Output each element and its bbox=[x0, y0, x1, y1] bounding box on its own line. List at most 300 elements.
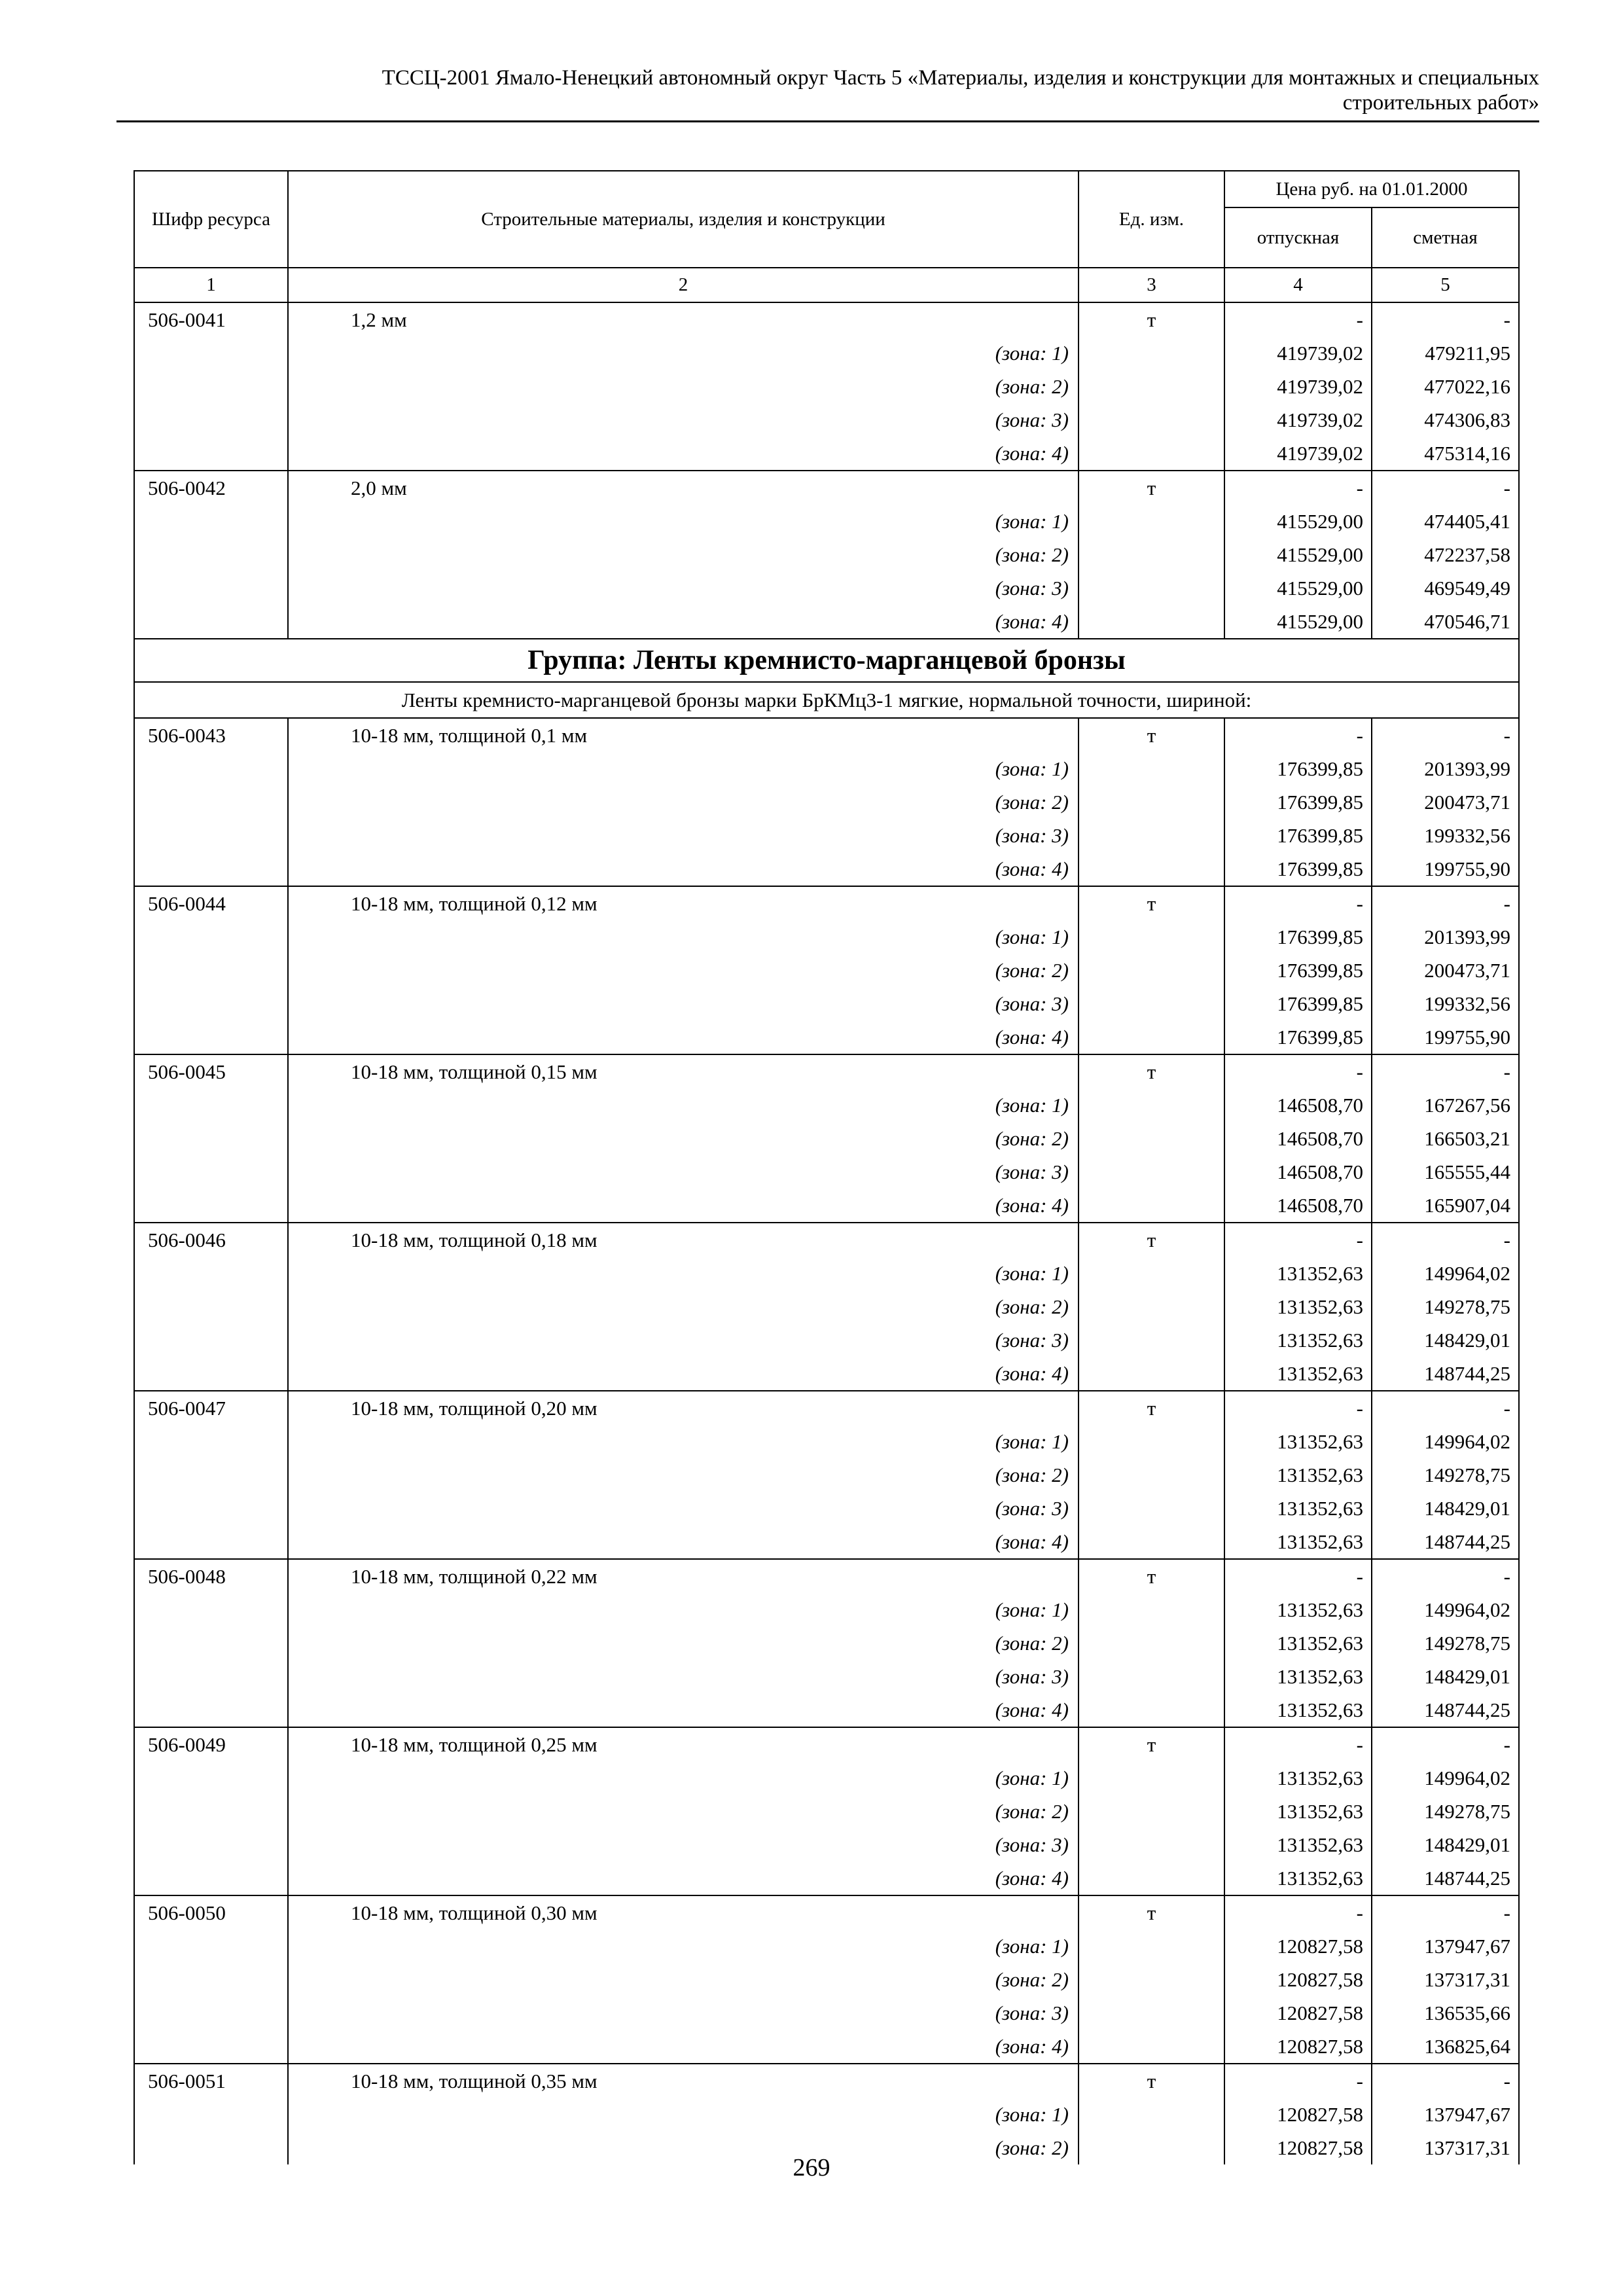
resource-entry bbox=[134, 1727, 1519, 1895]
resource-name: 10-18 мм, толщиной 0,15 мм bbox=[288, 1054, 1079, 1088]
zone-estimate-price: 148429,01 bbox=[1372, 1323, 1519, 1357]
zone-code-empty bbox=[134, 1257, 288, 1290]
zone-release-price: 146508,70 bbox=[1224, 1088, 1372, 1122]
zone-row bbox=[134, 920, 1519, 954]
zone-label: (зона: 2) bbox=[288, 1626, 1079, 1660]
release-price: - bbox=[1224, 302, 1372, 336]
zone-row bbox=[134, 1155, 1519, 1189]
zone-code-empty bbox=[134, 370, 288, 403]
resource-code: 506-0048 bbox=[134, 1559, 288, 1593]
zone-unit-empty bbox=[1079, 370, 1224, 403]
zone-estimate-price: 148744,25 bbox=[1372, 1357, 1519, 1391]
zone-estimate-price: 199755,90 bbox=[1372, 1020, 1519, 1054]
zone-code-empty bbox=[134, 2030, 288, 2064]
resource-unit: т bbox=[1079, 1727, 1224, 1761]
zone-release-price: 176399,85 bbox=[1224, 852, 1372, 886]
zone-estimate-price: 200473,71 bbox=[1372, 785, 1519, 819]
zone-estimate-price: 136825,64 bbox=[1372, 2030, 1519, 2064]
zone-unit-empty bbox=[1079, 1593, 1224, 1626]
zone-estimate-price: 199332,56 bbox=[1372, 987, 1519, 1020]
zone-unit-empty bbox=[1079, 1189, 1224, 1223]
zone-estimate-price: 201393,99 bbox=[1372, 920, 1519, 954]
zone-row bbox=[134, 1861, 1519, 1895]
zone-row bbox=[134, 370, 1519, 403]
zone-code-empty bbox=[134, 1996, 288, 2030]
resource-unit: т bbox=[1079, 1223, 1224, 1257]
zone-code-empty bbox=[134, 1323, 288, 1357]
zone-label: (зона: 4) bbox=[288, 1189, 1079, 1223]
resource-name: 10-18 мм, толщиной 0,1 мм bbox=[288, 718, 1079, 752]
zone-release-price: 131352,63 bbox=[1224, 1861, 1372, 1895]
zone-label: (зона: 3) bbox=[288, 1323, 1079, 1357]
group-subtitle: Ленты кремнисто-марганцевой бронзы марки БрКМц3-1 мягкие, нормальной точности, шириной: bbox=[134, 682, 1519, 718]
resource-name: 2,0 мм bbox=[288, 471, 1079, 505]
zone-estimate-price: 137947,67 bbox=[1372, 2098, 1519, 2131]
zone-row bbox=[134, 437, 1519, 471]
zone-row bbox=[134, 1122, 1519, 1155]
column-number: 4 bbox=[1224, 268, 1372, 302]
zone-row bbox=[134, 336, 1519, 370]
zone-release-price: 131352,63 bbox=[1224, 1290, 1372, 1323]
estimate-price: - bbox=[1372, 886, 1519, 920]
zone-estimate-price: 199755,90 bbox=[1372, 852, 1519, 886]
zone-code-empty bbox=[134, 1122, 288, 1155]
zone-code-empty bbox=[134, 1155, 288, 1189]
resource-entry bbox=[134, 1054, 1519, 1223]
resource-unit: т bbox=[1079, 718, 1224, 752]
zone-label: (зона: 1) bbox=[288, 752, 1079, 785]
zone-label: (зона: 3) bbox=[288, 1828, 1079, 1861]
zone-label: (зона: 4) bbox=[288, 1693, 1079, 1727]
zone-code-empty bbox=[134, 336, 288, 370]
zone-estimate-price: 201393,99 bbox=[1372, 752, 1519, 785]
zone-row bbox=[134, 1996, 1519, 2030]
table-row bbox=[134, 886, 1519, 920]
zone-unit-empty bbox=[1079, 1828, 1224, 1861]
column-number: 3 bbox=[1079, 268, 1224, 302]
resource-name: 10-18 мм, толщиной 0,22 мм bbox=[288, 1559, 1079, 1593]
zone-label: (зона: 1) bbox=[288, 1257, 1079, 1290]
zone-code-empty bbox=[134, 819, 288, 852]
release-price: - bbox=[1224, 1559, 1372, 1593]
zone-code-empty bbox=[134, 1660, 288, 1693]
zone-label: (зона: 3) bbox=[288, 571, 1079, 605]
release-price: - bbox=[1224, 1391, 1372, 1425]
zone-row bbox=[134, 1828, 1519, 1861]
zone-estimate-price: 165555,44 bbox=[1372, 1155, 1519, 1189]
header-title-line2: строительных работ» bbox=[1342, 91, 1539, 115]
zone-row bbox=[134, 1660, 1519, 1693]
zone-release-price: 131352,63 bbox=[1224, 1257, 1372, 1290]
zone-estimate-price: 148429,01 bbox=[1372, 1660, 1519, 1693]
zone-code-empty bbox=[134, 1761, 288, 1795]
zone-unit-empty bbox=[1079, 819, 1224, 852]
zone-release-price: 131352,63 bbox=[1224, 1795, 1372, 1828]
zone-row bbox=[134, 1458, 1519, 1492]
zone-unit-empty bbox=[1079, 954, 1224, 987]
zone-row bbox=[134, 1088, 1519, 1122]
resource-entry bbox=[134, 1559, 1519, 1727]
zone-label: (зона: 2) bbox=[288, 785, 1079, 819]
zone-estimate-price: 475314,16 bbox=[1372, 437, 1519, 471]
release-price: - bbox=[1224, 886, 1372, 920]
zone-label: (зона: 1) bbox=[288, 1425, 1079, 1458]
zone-estimate-price: 200473,71 bbox=[1372, 954, 1519, 987]
zone-estimate-price: 167267,56 bbox=[1372, 1088, 1519, 1122]
zone-release-price: 415529,00 bbox=[1224, 571, 1372, 605]
zone-label: (зона: 4) bbox=[288, 605, 1079, 639]
resource-name: 1,2 мм bbox=[288, 302, 1079, 336]
zone-code-empty bbox=[134, 1693, 288, 1727]
zone-estimate-price: 149278,75 bbox=[1372, 1795, 1519, 1828]
zone-release-price: 131352,63 bbox=[1224, 1828, 1372, 1861]
resource-name: 10-18 мм, толщиной 0,12 мм bbox=[288, 886, 1079, 920]
zone-estimate-price: 149964,02 bbox=[1372, 1257, 1519, 1290]
zone-row bbox=[134, 2030, 1519, 2064]
zone-unit-empty bbox=[1079, 1929, 1224, 1963]
zone-unit-empty bbox=[1079, 505, 1224, 538]
zone-row bbox=[134, 1626, 1519, 1660]
zone-release-price: 176399,85 bbox=[1224, 752, 1372, 785]
resource-code: 506-0045 bbox=[134, 1054, 288, 1088]
resource-unit: т bbox=[1079, 1391, 1224, 1425]
zone-unit-empty bbox=[1079, 852, 1224, 886]
zone-estimate-price: 149278,75 bbox=[1372, 1458, 1519, 1492]
zone-code-empty bbox=[134, 571, 288, 605]
zone-release-price: 120827,58 bbox=[1224, 2131, 1372, 2164]
zone-release-price: 131352,63 bbox=[1224, 1357, 1372, 1391]
zone-release-price: 176399,85 bbox=[1224, 954, 1372, 987]
zone-code-empty bbox=[134, 1963, 288, 1996]
zone-code-empty bbox=[134, 505, 288, 538]
resource-code: 506-0041 bbox=[134, 302, 288, 336]
release-price: - bbox=[1224, 471, 1372, 505]
zone-unit-empty bbox=[1079, 1693, 1224, 1727]
group-title: Группа: Ленты кремнисто-марганцевой бронзы bbox=[134, 639, 1519, 682]
release-price: - bbox=[1224, 1223, 1372, 1257]
estimate-price: - bbox=[1372, 2064, 1519, 2098]
table-row bbox=[134, 1391, 1519, 1425]
zone-row bbox=[134, 752, 1519, 785]
zone-code-empty bbox=[134, 2098, 288, 2131]
resource-entry bbox=[134, 302, 1519, 471]
zone-label: (зона: 1) bbox=[288, 505, 1079, 538]
zone-row bbox=[134, 1020, 1519, 1054]
table-row bbox=[134, 2064, 1519, 2098]
column-number: 5 bbox=[1372, 268, 1519, 302]
column-number-row bbox=[134, 268, 1519, 302]
zone-estimate-price: 148744,25 bbox=[1372, 1861, 1519, 1895]
zone-row bbox=[134, 987, 1519, 1020]
zone-release-price: 120827,58 bbox=[1224, 2098, 1372, 2131]
zone-label: (зона: 4) bbox=[288, 852, 1079, 886]
resource-entry bbox=[134, 886, 1519, 1054]
resource-code: 506-0043 bbox=[134, 718, 288, 752]
zone-unit-empty bbox=[1079, 1122, 1224, 1155]
zone-release-price: 131352,63 bbox=[1224, 1492, 1372, 1525]
resource-name: 10-18 мм, толщиной 0,35 мм bbox=[288, 2064, 1079, 2098]
zone-unit-empty bbox=[1079, 1357, 1224, 1391]
zone-unit-empty bbox=[1079, 1458, 1224, 1492]
zone-unit-empty bbox=[1079, 1626, 1224, 1660]
zone-unit-empty bbox=[1079, 336, 1224, 370]
zone-unit-empty bbox=[1079, 920, 1224, 954]
zone-row bbox=[134, 403, 1519, 437]
zone-estimate-price: 166503,21 bbox=[1372, 1122, 1519, 1155]
resource-code: 506-0049 bbox=[134, 1727, 288, 1761]
zone-unit-empty bbox=[1079, 538, 1224, 571]
zone-release-price: 176399,85 bbox=[1224, 785, 1372, 819]
header-name: Строительные материалы, изделия и конструкции bbox=[288, 171, 1079, 268]
zone-unit-empty bbox=[1079, 1020, 1224, 1054]
table-row bbox=[134, 302, 1519, 336]
zone-code-empty bbox=[134, 403, 288, 437]
zone-code-empty bbox=[134, 852, 288, 886]
release-price: - bbox=[1224, 1054, 1372, 1088]
zone-code-empty bbox=[134, 1357, 288, 1391]
zone-label: (зона: 1) bbox=[288, 2098, 1079, 2131]
zone-unit-empty bbox=[1079, 571, 1224, 605]
zone-label: (зона: 4) bbox=[288, 2030, 1079, 2064]
zone-label: (зона: 2) bbox=[288, 1963, 1079, 1996]
zone-row bbox=[134, 538, 1519, 571]
zone-estimate-price: 148744,25 bbox=[1372, 1525, 1519, 1559]
zone-code-empty bbox=[134, 1626, 288, 1660]
zone-unit-empty bbox=[1079, 605, 1224, 639]
zone-row bbox=[134, 1929, 1519, 1963]
zone-label: (зона: 2) bbox=[288, 1290, 1079, 1323]
price-table bbox=[134, 170, 1520, 2164]
release-price: - bbox=[1224, 718, 1372, 752]
zone-release-price: 415529,00 bbox=[1224, 605, 1372, 639]
zone-row bbox=[134, 1492, 1519, 1525]
zone-code-empty bbox=[134, 1861, 288, 1895]
zone-estimate-price: 148429,01 bbox=[1372, 1492, 1519, 1525]
zone-estimate-price: 165907,04 bbox=[1372, 1189, 1519, 1223]
zone-row bbox=[134, 1323, 1519, 1357]
header-code: Шифр ресурса bbox=[134, 171, 288, 268]
zone-release-price: 415529,00 bbox=[1224, 505, 1372, 538]
zone-estimate-price: 149964,02 bbox=[1372, 1761, 1519, 1795]
resource-unit: т bbox=[1079, 1054, 1224, 1088]
table-row bbox=[134, 1727, 1519, 1761]
zone-unit-empty bbox=[1079, 1525, 1224, 1559]
zone-unit-empty bbox=[1079, 2098, 1224, 2131]
zone-release-price: 131352,63 bbox=[1224, 1425, 1372, 1458]
resource-name: 10-18 мм, толщиной 0,25 мм bbox=[288, 1727, 1079, 1761]
zone-row bbox=[134, 1693, 1519, 1727]
zone-label: (зона: 4) bbox=[288, 1525, 1079, 1559]
zone-code-empty bbox=[134, 437, 288, 471]
estimate-price: - bbox=[1372, 718, 1519, 752]
zone-estimate-price: 199332,56 bbox=[1372, 819, 1519, 852]
zone-estimate-price: 149964,02 bbox=[1372, 1425, 1519, 1458]
zone-row bbox=[134, 954, 1519, 987]
zone-estimate-price: 149964,02 bbox=[1372, 1593, 1519, 1626]
zone-label: (зона: 3) bbox=[288, 987, 1079, 1020]
zone-unit-empty bbox=[1079, 1963, 1224, 1996]
page-number: 269 bbox=[793, 2154, 830, 2181]
table-row bbox=[134, 1895, 1519, 1929]
resource-entry bbox=[134, 2064, 1519, 2164]
zone-label: (зона: 3) bbox=[288, 403, 1079, 437]
zone-row bbox=[134, 2098, 1519, 2131]
resource-code: 506-0051 bbox=[134, 2064, 288, 2098]
zone-label: (зона: 2) bbox=[288, 538, 1079, 571]
zone-row bbox=[134, 1593, 1519, 1626]
zone-code-empty bbox=[134, 605, 288, 639]
table-header bbox=[134, 171, 1519, 302]
zone-estimate-price: 474405,41 bbox=[1372, 505, 1519, 538]
zone-estimate-price: 137317,31 bbox=[1372, 2131, 1519, 2164]
zone-release-price: 176399,85 bbox=[1224, 987, 1372, 1020]
resource-code: 506-0044 bbox=[134, 886, 288, 920]
zone-code-empty bbox=[134, 785, 288, 819]
resource-entry bbox=[134, 1895, 1519, 2064]
estimate-price: - bbox=[1372, 1559, 1519, 1593]
resource-unit: т bbox=[1079, 2064, 1224, 2098]
zone-unit-empty bbox=[1079, 752, 1224, 785]
zone-code-empty bbox=[134, 752, 288, 785]
resource-unit: т bbox=[1079, 1895, 1224, 1929]
zone-row bbox=[134, 819, 1519, 852]
zone-row bbox=[134, 1425, 1519, 1458]
zone-release-price: 120827,58 bbox=[1224, 1996, 1372, 2030]
zone-release-price: 131352,63 bbox=[1224, 1626, 1372, 1660]
zone-estimate-price: 137317,31 bbox=[1372, 1963, 1519, 1996]
zone-code-empty bbox=[134, 987, 288, 1020]
zone-label: (зона: 2) bbox=[288, 1458, 1079, 1492]
zone-label: (зона: 4) bbox=[288, 1020, 1079, 1054]
zone-unit-empty bbox=[1079, 1660, 1224, 1693]
zone-release-price: 131352,63 bbox=[1224, 1761, 1372, 1795]
zone-estimate-price: 470546,71 bbox=[1372, 605, 1519, 639]
header-unit: Ед. изм. bbox=[1079, 171, 1224, 268]
zone-unit-empty bbox=[1079, 1492, 1224, 1525]
zone-label: (зона: 3) bbox=[288, 1996, 1079, 2030]
resource-unit: т bbox=[1079, 471, 1224, 505]
zone-release-price: 146508,70 bbox=[1224, 1189, 1372, 1223]
zone-label: (зона: 3) bbox=[288, 819, 1079, 852]
resource-code: 506-0047 bbox=[134, 1391, 288, 1425]
zone-unit-empty bbox=[1079, 1761, 1224, 1795]
zone-row bbox=[134, 571, 1519, 605]
zone-label: (зона: 4) bbox=[288, 1357, 1079, 1391]
zone-unit-empty bbox=[1079, 437, 1224, 471]
resource-entry bbox=[134, 718, 1519, 886]
zone-label: (зона: 2) bbox=[288, 370, 1079, 403]
resource-name: 10-18 мм, толщиной 0,20 мм bbox=[288, 1391, 1079, 1425]
zone-estimate-price: 479211,95 bbox=[1372, 336, 1519, 370]
zone-release-price: 176399,85 bbox=[1224, 819, 1372, 852]
release-price: - bbox=[1224, 2064, 1372, 2098]
page-header bbox=[116, 65, 1539, 115]
zone-label: (зона: 3) bbox=[288, 1155, 1079, 1189]
zone-release-price: 415529,00 bbox=[1224, 538, 1372, 571]
zone-row bbox=[134, 1795, 1519, 1828]
zone-release-price: 131352,63 bbox=[1224, 1323, 1372, 1357]
zone-code-empty bbox=[134, 1189, 288, 1223]
zone-unit-empty bbox=[1079, 1257, 1224, 1290]
estimate-price: - bbox=[1372, 1223, 1519, 1257]
header-estimate: сметная bbox=[1372, 207, 1519, 268]
zone-row bbox=[134, 1357, 1519, 1391]
zone-label: (зона: 1) bbox=[288, 1088, 1079, 1122]
estimate-price: - bbox=[1372, 1054, 1519, 1088]
zone-row bbox=[134, 1761, 1519, 1795]
zone-label: (зона: 2) bbox=[288, 1795, 1079, 1828]
zone-label: (зона: 1) bbox=[288, 336, 1079, 370]
header-title-line1: ТССЦ-2001 Ямало-Ненецкий автономный округ Часть 5 «Материалы, изделия и конструкции для монтажных и специальных bbox=[382, 66, 1539, 90]
zone-code-empty bbox=[134, 1425, 288, 1458]
header-divider bbox=[116, 120, 1539, 122]
table-row bbox=[134, 718, 1519, 752]
resource-code: 506-0046 bbox=[134, 1223, 288, 1257]
zone-label: (зона: 1) bbox=[288, 1593, 1079, 1626]
zone-row bbox=[134, 785, 1519, 819]
zone-unit-empty bbox=[1079, 1290, 1224, 1323]
zone-code-empty bbox=[134, 1593, 288, 1626]
zone-release-price: 120827,58 bbox=[1224, 2030, 1372, 2064]
zone-unit-empty bbox=[1079, 1861, 1224, 1895]
zone-label: (зона: 1) bbox=[288, 1761, 1079, 1795]
zone-release-price: 131352,63 bbox=[1224, 1458, 1372, 1492]
zone-code-empty bbox=[134, 954, 288, 987]
zone-code-empty bbox=[134, 1458, 288, 1492]
table-row bbox=[134, 1559, 1519, 1593]
release-price: - bbox=[1224, 1895, 1372, 1929]
resource-entry bbox=[134, 1223, 1519, 1391]
zone-unit-empty bbox=[1079, 987, 1224, 1020]
resource-unit: т bbox=[1079, 1559, 1224, 1593]
zone-code-empty bbox=[134, 1088, 288, 1122]
zone-release-price: 419739,02 bbox=[1224, 403, 1372, 437]
zone-row bbox=[134, 1189, 1519, 1223]
zone-release-price: 419739,02 bbox=[1224, 370, 1372, 403]
zone-release-price: 131352,63 bbox=[1224, 1693, 1372, 1727]
zone-estimate-price: 149278,75 bbox=[1372, 1626, 1519, 1660]
resource-name: 10-18 мм, толщиной 0,30 мм bbox=[288, 1895, 1079, 1929]
zone-label: (зона: 4) bbox=[288, 437, 1079, 471]
zone-label: (зона: 3) bbox=[288, 1492, 1079, 1525]
zone-unit-empty bbox=[1079, 2030, 1224, 2064]
estimate-price: - bbox=[1372, 1391, 1519, 1425]
column-number: 1 bbox=[134, 268, 288, 302]
zone-row bbox=[134, 505, 1519, 538]
zone-row bbox=[134, 605, 1519, 639]
resource-unit: т bbox=[1079, 886, 1224, 920]
zone-release-price: 146508,70 bbox=[1224, 1155, 1372, 1189]
zone-row bbox=[134, 1290, 1519, 1323]
zone-unit-empty bbox=[1079, 1795, 1224, 1828]
zone-release-price: 419739,02 bbox=[1224, 336, 1372, 370]
estimate-price: - bbox=[1372, 1895, 1519, 1929]
zone-unit-empty bbox=[1079, 785, 1224, 819]
zone-label: (зона: 2) bbox=[288, 2131, 1079, 2164]
zone-unit-empty bbox=[1079, 1155, 1224, 1189]
estimate-price: - bbox=[1372, 302, 1519, 336]
zone-estimate-price: 469549,49 bbox=[1372, 571, 1519, 605]
table-row bbox=[134, 471, 1519, 505]
zone-release-price: 120827,58 bbox=[1224, 1963, 1372, 1996]
zone-code-empty bbox=[134, 920, 288, 954]
zone-unit-empty bbox=[1079, 1425, 1224, 1458]
zone-label: (зона: 3) bbox=[288, 1660, 1079, 1693]
zone-label: (зона: 2) bbox=[288, 1122, 1079, 1155]
zone-row bbox=[134, 1963, 1519, 1996]
header-price: Цена руб. на 01.01.2000 bbox=[1224, 171, 1519, 207]
zone-unit-empty bbox=[1079, 1996, 1224, 2030]
